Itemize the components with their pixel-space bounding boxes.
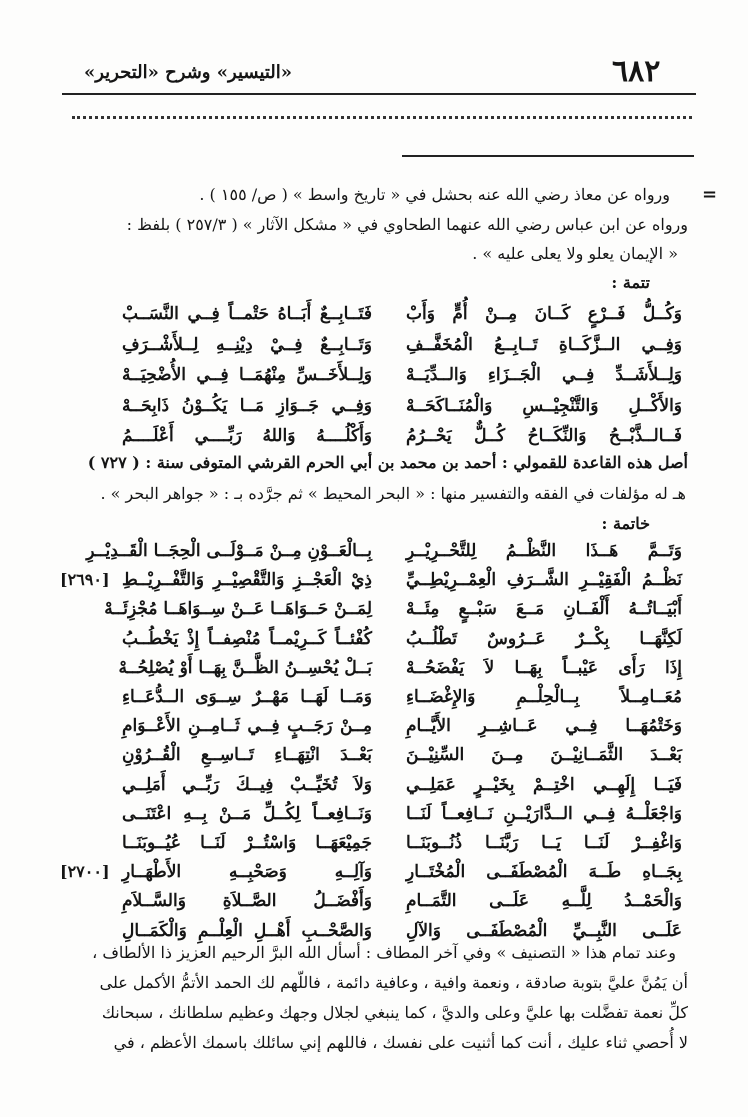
verse-second-hemistich: وَلاَ تُخَيِّــبْ فِيــكَ رَبِّــي أَمَلِــي xyxy=(122,774,372,795)
verse-second-hemistich: ذِيْ الْعَجْــزِ وَالتَّقْصِيْــرِ وَالتَّفْــرِيْــطِ xyxy=(122,570,372,591)
closing-line: أن يَمُنَّ عليَّ بتوبة صادقة ، ونعمة وافية ، وعافية دائمة ، فاللّهم لك الحمد الأتمُّ الأكمل على xyxy=(99,973,688,992)
verse-first-hemistich: عَلَــى النَّبِــيِّ الْمُصْطَفَــى وَالآلِ xyxy=(406,920,682,941)
dotted-separator xyxy=(72,116,692,119)
verse-second-hemistich: وَآلِــهِ وَصَحْبِــهِ الأَطْهَــارِ xyxy=(122,862,372,883)
verse-first-hemistich: نَظْــمُ الْفَقِيْــرِ الشَّــرَفِ الْعِمْــرِيْطِــيِّ xyxy=(406,570,682,591)
verse-second-hemistich: وَأَفْضَــلُ الصَّــلاَةِ وَالسَّــلاَمِ xyxy=(122,891,372,912)
verse-second-hemistich: وَنَــافِعــاً لِكُــلِّ مَــنْ بِــهِ اعْتَنَــى xyxy=(122,803,372,824)
verse-second-hemistich: مِــنْ رَجَــبٍ فِــي ثَــامِــنِ الأَعْــوَامِ xyxy=(122,716,372,737)
continuation-marker: = xyxy=(702,184,718,205)
verse-second-hemistich: جَمِيْعَهَــا وَاسْتُــرْ لَنَــا عُيُــوبَنَــا xyxy=(122,833,372,853)
note-line: ورواه عن ابن عباس رضي الله عنهما الطحاوي في « مشكل الآثار » ( ٢٥٧/٣ ) بلفظ : xyxy=(126,215,688,234)
verse-first-hemistich: بِجَــاهِ طَــهَ الْمُصْطَفَــى الْمُخْتَــارِ xyxy=(406,862,682,883)
verse-number: [٢٦٩٠] xyxy=(60,570,110,590)
verse-first-hemistich: وَاجْعَلْــهُ فِــي الــدَّارَيْــنِ نَــافِعــاً لَنَــا xyxy=(406,803,682,824)
page-number: ٦٨٢ xyxy=(612,54,661,89)
verse-first-hemistich: وَالأَكْــلِ وَالتَّنْجِيْــسِ وَالْمُنَــاكَحَــهْ xyxy=(406,395,682,416)
closing-line: وعند تمام هذا « التصنيف » وفي آخر المطاف : أسأل الله البرَّ الرحيم العزيز ذا الألطاف ، xyxy=(92,943,676,962)
verse-second-hemistich: وَالصَّحْــبِ أَهْــلِ الْعِلْــمِ وَالْكَمَــالِ xyxy=(122,920,372,941)
verse-number: [٢٧٠٠] xyxy=(60,862,110,882)
closing-line: كلِّ نعمة تفضَّلت بها عليَّ وعلى والديَّ ، كما ينبغي لجلال وجهك وعظيم سلطانك ، سبحانك xyxy=(101,1003,688,1022)
verse-second-hemistich: وَتَــابِــعٌ فِــيْ دِيْنِــهِ لِــلأَشْــرَفِ xyxy=(122,334,372,355)
verse-second-hemistich: بَــلْ يُحْسِــنُ الظَّــنَّ بِهَــا أَوْ يُصْلِحُــهْ xyxy=(118,657,372,678)
verse-second-hemistich: بِــالْعَــوْنِ مِــنْ مَــوْلَــى الْحِجَــا الْقَــدِيْــرِ xyxy=(86,541,372,561)
verse-first-hemistich: أَبْيَــاتُــهُ أَلْفَــانِ مَــعَ سَبْــعٍ مِئَــهْ xyxy=(406,599,682,620)
origin-line: أصل هذه القاعدة للقمولي : أحمد بن محمد بن أبي الحرم القرشي المتوفى سنة : ( ٧٢٧ ) xyxy=(87,453,688,472)
verse-second-hemistich: وَلِــلأَخَــسِّ مِنْهُمَــا فِــي الأُضْحِيَــهْ xyxy=(122,365,372,385)
verse-second-hemistich: لِمَــنْ حَــوَاهَــا عَــنْ سِــوَاهَــا مُجْزِئَــهْ xyxy=(104,599,372,620)
verse-first-hemistich: بَعْــدَ الثَّمَــانِيْــنَ مِــنَ السِّنِيْــنَ xyxy=(406,745,682,766)
header-rule xyxy=(62,93,696,95)
verse-first-hemistich: وَفِــي الــزَّكَــاةِ تَــابِــعُ الْمُخَفَّــفِ xyxy=(406,334,682,355)
note-line: « الإيمان يعلو ولا يعلى عليه » . xyxy=(472,244,678,263)
verse-second-hemistich: وَأَكْلُــــهُ وَاللهُ رَبِّــــي أَعْلَــــمُ xyxy=(122,426,372,446)
verse-second-hemistich: وَمَــا لَهَــا مَهْــرٌ سِــوَى الــدُّعَــاءِ xyxy=(122,687,372,707)
verse-first-hemistich: فَــالــذَّبْــحُ وَالنِّكَــاحُ كُــلٌّ يَحْــرُمُ xyxy=(406,426,682,446)
section-heading-khatima: خاتمة : xyxy=(601,514,650,533)
footnote-rule xyxy=(402,155,694,157)
verse-first-hemistich: مُعَــامِــلاً بِــالْحِلْــمِ وَالإِغْضَــاءِ xyxy=(406,687,682,707)
verse-first-hemistich: فَيَــا إِلَهِــي اخْتِــمْ بِخَيْــرٍ عَمَلِــي xyxy=(406,774,682,795)
verse-first-hemistich: وَتَــمَّ هَــذَا النَّظْــمُ لِلتَّحْــرِيْــرِ xyxy=(406,541,682,561)
verse-second-hemistich: كُفْئــاً كَــرِيْمــاً مُنْصِفــاً إِذْ يَخْطُــبُ xyxy=(122,628,372,649)
verse-second-hemistich: بَعْــدَ انْتِهَــاءِ تَــاسِــعِ الْقُــرُوْنِ xyxy=(122,745,372,766)
verse-first-hemistich: وَالْحَمْــدُ لِلَّــهِ عَلَــى التَّمَــامِ xyxy=(406,891,682,912)
running-header-title: «التيسير» وشرح «التحرير» xyxy=(84,62,293,83)
verse-second-hemistich: فَتَــابِــعٌ أَبَــاهُ حَتْمــاً فِــي النَّسَــبْ xyxy=(122,304,372,324)
section-heading-tatimma: تتمة : xyxy=(611,273,650,292)
verse-first-hemistich: وَكُــلُّ فَــرْعٍ كَــانَ مِــنْ أُمٍّ وَأَبْ xyxy=(406,304,682,324)
verse-first-hemistich: وَاغْفِــرْ لَنَــا يَــا رَبَّنَــا ذُنُــوبَنَــا xyxy=(406,833,682,853)
closing-line: لا أُحصي ثناء عليك ، أنت كما أثنيت على نفسك ، فاللهم إني سائلك باسمك الأعظم ، في xyxy=(113,1033,688,1052)
verse-second-hemistich: وَفِــي جَــوَازِ مَــا يَكُــوْنُ ذَابِحَــهْ xyxy=(122,395,372,416)
verse-first-hemistich: وَلِــلأَشَــدِّ فِــي الْجَــزَاءِ وَالــدِّيَــهْ xyxy=(406,365,682,385)
origin-line: هـ له مؤلفات في الفقه والتفسير منها : « البحر المحيط » ثم جرَّده بـ : « جواهر البحر » . xyxy=(100,484,686,503)
verse-first-hemistich: وَخَتْمُهَــا فِــي عَــاشِــرِ الأَيَّــامِ xyxy=(406,716,682,737)
note-line: ورواه عن معاذ رضي الله عنه بحشل في « تاريخ واسط » ( ص/ ١٥٥ ) . xyxy=(199,185,670,204)
verse-first-hemistich: إِذَا رَأَى عَيْبــاً بِهَــا لاَ يَفْضَحُــهْ xyxy=(406,657,682,678)
verse-first-hemistich: لَكِنَّهَــا بِكْــرٌ عَــرُوسٌ تَطْلُــبُ xyxy=(406,628,682,649)
